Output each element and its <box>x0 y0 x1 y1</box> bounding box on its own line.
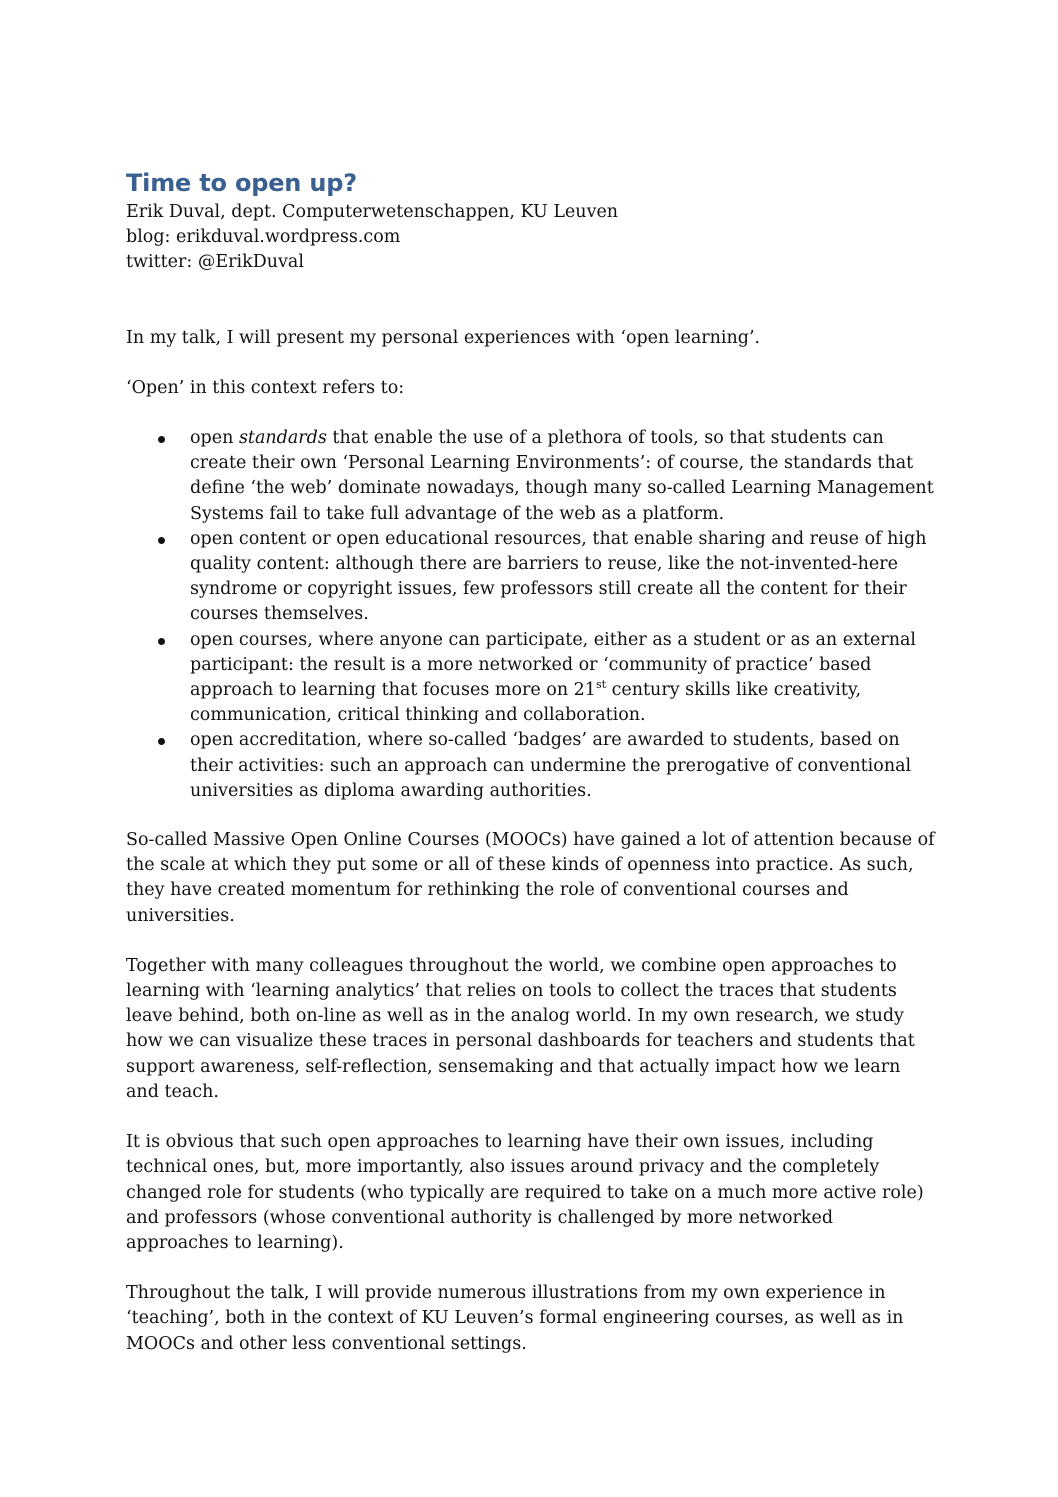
document-page <box>126 168 936 1382</box>
bullet-text-emphasis: standards <box>238 428 327 449</box>
open-refers-paragraph: ‘Open’ in this context refers to: <box>126 377 405 398</box>
learning-analytics-paragraph: Together with many colleagues throughout the world, we combine open approaches to learning with ‘learning analytics’ that relies on tools to collect the traces that students leave behind, both on-line as well as in the analog world. In my own research, we study how we can visualize these traces in personal dashboards for teachers and students that support awareness, self-reflection, sensemaking and that actually impact how we learn and teach. <box>126 955 915 1102</box>
bullet-icon <box>158 537 165 544</box>
bullet-icon <box>158 436 165 443</box>
twitter-line: twitter: @ErikDuval <box>126 252 304 273</box>
ordinal-superscript: st <box>595 678 607 692</box>
bullet-text-prefix: open <box>190 428 239 449</box>
bullet-text: open courses, where anyone can participate, either as a student or as an external participant: the result is a more networked or ‘community of practice’ based approach to learning that focuses more on 21 <box>190 629 917 701</box>
author-info <box>126 200 936 276</box>
bullet-text: open accreditation, where so-called ‘badges’ are awarded to students, based on their activities: such an approach can undermine the prerogative of conventional universities as diploma awarding authorities. <box>190 730 912 801</box>
moocs-paragraph: So-called Massive Open Online Courses (MOOCs) have gained a lot of attention because of the scale at which they put some or all of these kinds of openness into practice. As such, they have created momentum for rethinking the role of conventional courses and universities. <box>126 830 935 926</box>
openness-list <box>126 426 936 804</box>
intro-paragraph: In my talk, I will present my personal experiences with ‘open learning’. <box>126 327 761 348</box>
closing-paragraph: Throughout the talk, I will provide numerous illustrations from my own experience in ‘teaching’, both in the context of KU Leuven’s formal engineering courses, as well as in MOOCs and other less conventional settings. <box>126 1283 904 1354</box>
bullet-text: open content or open educational resources, that enable sharing and reuse of high quality content: although there are barriers to reuse, like the not-invented-here syndrome or copyright issues, few professors still create all the content for their courses themselves. <box>190 528 927 625</box>
bullet-icon <box>158 738 165 745</box>
author-line: Erik Duval, dept. Computerwetenschappen, KU Leuven <box>126 202 619 222</box>
bullet-text-continued: century skills like creativity, communication, critical thinking and collaboration. <box>190 680 862 726</box>
blog-line: blog: erikduval.wordpress.com <box>126 227 401 248</box>
list-item <box>126 426 936 527</box>
list-item <box>126 527 936 628</box>
list-item <box>126 728 936 804</box>
issues-paragraph: It is obvious that such open approaches to learning have their own issues, including technical ones, but, more importantly, also issues around privacy and the completely changed role for students (who typically are required to take on a much more active role) and professors (whose conventional authority is challenged by more networked approaches to learning). <box>126 1132 924 1253</box>
bullet-text: that enable the use of a plethora of tools, so that students can create their own ‘Personal Learning Environments’: of course, the standards that define ‘the web’ dominate nowadays, though many so-called Learning Management Systems fail to take full advantage of the web as a platform. <box>190 428 934 524</box>
bullet-icon <box>158 638 165 645</box>
list-item <box>126 628 936 729</box>
document-title: Time to open up? <box>126 169 357 197</box>
